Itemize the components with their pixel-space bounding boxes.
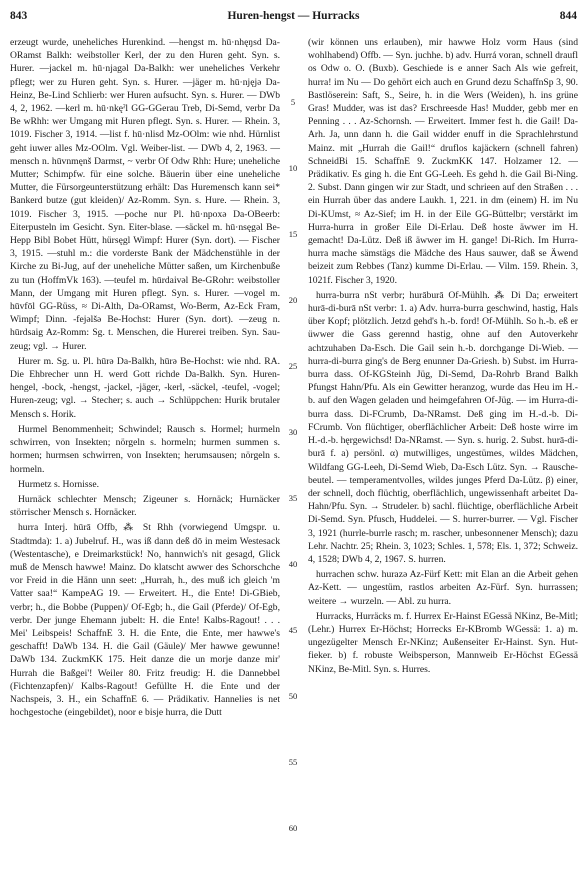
entry-paragraph: hurra Interj. hūrā Offb, ⁂ St Rhh (vorwiegend Umgspr. u. Stadtmda): 1. a) Jubelruf. H., was iß dann deß dō in meim Westesack (Westentasche), e Dreimarkstück! No, hannwich's nit gesagd, Glick muß de Mensch hawwe! Mainz. Do klatscht awwer des Schorschche vor Freid in die Hänn unn seet: „Hurrah, h., des muß ich gleich 'm Vatter saa!“ KampeAG 19. — Erweitert. H., die Ente! Di-GBieb, verbr; h., die Bobbe (Puppen)/ Of-Egb; h., die Gail (Pferde)/ Of-Egb, verbr. Der junge Ehemann jubelt: H. die Ente! Kalbs-Ragout! . . . Mei' Leibspeis! SchaffnE 3. H. die Ente, die Ente, mer hawwe's geschafft! DaWb 134. H. die Gail (Gäule)/ Mer hawwe gewunne! DaWb 134. ZuckmKK 175. Heit danze die un morje danze mir' Hurrah die Baßgei'! Weiler 80. Fritz freudig: H. die Dannebbel (Fichtenzapfen)/ Kalbs-Ragout! Gefüllte H. die Ente und der Nachspeis, 3. H., ein SchaffnE 6. — Prädikativ. Hannelies is net hochgestoche (eingebildet), noor e bisje hurra, die Dutt <box>10 522 280 719</box>
page-number-right: 844 <box>559 10 577 22</box>
line-number: 10 <box>288 163 298 173</box>
entry-paragraph: Hurracks, Hurräcks m. f. Hurrex Er-Hainst EGessä NKinz, Be-Mitl; (Lehr.) Hurrex Er-Höchst; Horrecks Er-KBromb WGessä: 1. a) m. ungezügelter Mensch Er-NKinz; Außenseiter Er-Hainst. Syn. Hut-fieker. b) f. robuste Weibsperson, Mannweib Er-Höchst EGessä NKinz, Be-Mitl. Syn. s. Hurres. <box>308 610 578 675</box>
left-column <box>10 36 280 721</box>
line-number: 20 <box>288 295 298 305</box>
entry-paragraph: hurrachen schw. hurazə Az-Fürf Kett: mit Elan an die Arbeit gehen Az-Kett. — ungestüm, rastlos arbeiten Az-Fürf. Syn. hurrassen; weitere → wurzeln. — Abl. zu hurra. <box>308 569 578 607</box>
line-number: 30 <box>288 427 298 437</box>
entry-paragraph: Hurnäck schlechter Mensch; Zigeuner s. Hornäck; Hurnäcker störrischer Mensch s. Hornäcker. <box>10 493 280 519</box>
entry-paragraph: hurra-burra nSt verbr; hurāburā Of-Mühlh. ⁂ Di Da; erweitert hurā-di-burā nSt verbr: 1. a) Adv. hurra-burra geschwind, hastig, Hals über Kopf; plötzlich. Jetzd gehd's h.-b. ford! Of-Mühlh. So h.-b. eß er üwwer die Gass gerennd hastig, ohne auf den Autoverkehr achtzuhaben Da-Esch. Die Gail sein h.-b. dorchgange Di-Wieb. — hurra-di-burra ging's de Berg enunner Da-Griesh. b) Subst. im Hurra-burra dass. Of-KGSteinh Jüg, Di-Semd, Da-Rohrb Brand Balkh Pfungst Hahn/Pfu. Als ein Gewitter heranzog, wurde das Heu im H.-b. auf den Wagen geladen und heimgefahren Of-Jüg. — im Hurra-di-burra dass. Di-FCrumb, Da-NRamst. Deß ging im H.-d.-b. Di-FCrumb. Von flüchtiger, oberflächlicher Arbeit: Deß hoste wirre im H.-d.-b. hęrgewichsd! Da-NRamst. — Syn. s. hurig. 2. Subst. hurā-di-burā f. a) persönl. α) mutwilliges, ungestümes, wildes Mädchen, Wildfang GG-Leeh, Di-Semd Wieb, Da-Esch Lütz. Syn. → Rausche-beutel. — temperamentvolles, wildes junges Pferd Da-Lütz. β) einer, der schnell, doch flüchtig, oberflächlich, ungewissenhaft arbeitet Da-Hahn/Pfu. Syn. → Strudeler. b) sachl. flüchtige, oberflächliche Arbeit Di-Semd. Syn. Pfusch, Huddelei. — S. hurrer-burrer. — Vgl. Fischer 3, 1921 (hurrle-burrle rasch; m. rascher, unbesonnener Mensch); dazu Lehr. Nachtr. 25; Rhein. 3, 1023; Schles. 1, 578; Els. 1, 372; Schweiz. 4, 1528; DWb 4, 2, 1967. S. hurren. <box>308 289 578 565</box>
line-number: 40 <box>288 559 298 569</box>
line-number: 35 <box>288 493 298 503</box>
entry-paragraph: Hurmel Benommenheit; Schwindel; Rausch s. Hormel; hurmeln schwirren, von Insekten; nörgeln s. hormeln; hurmen summen s. hormen; hurmsen schwirren, von Insekten; herumsausen; nörgeln s. hormeln. <box>10 423 280 475</box>
line-number: 60 <box>288 823 298 833</box>
page-number-left: 843 <box>10 10 28 22</box>
line-number: 55 <box>288 757 298 767</box>
line-number: 45 <box>288 625 298 635</box>
entry-paragraph: Hurmetz s. Hornisse. <box>18 478 99 490</box>
line-number: 25 <box>288 361 298 371</box>
line-number: 15 <box>288 229 298 239</box>
right-column <box>308 36 578 678</box>
entry-paragraph: erzeugt wurde, uneheliches Hurenkind. —hengst m. hū·nhęŋsd Da-ORamst Balkh: weibstoller Kerl, der zu den Huren geht. Syn. s. Hurer. —jackel m. hū·njagəl Da-Balkh: wer uneheliches Verkehr pflegt; wer zu Huren geht. Syn. s. Hurer. —jäger m. hū·njęjə Da-Heinz, Be-Lind Schlierb: wer Huren aufsucht. Syn. s. Hurer. — DWb 4, 2, 1962. —kerl m. hū·nkęˀl GG-GGerau Treb, Di-Semd, verbr Da Be wRhh: wer Umgang mit Huren pflegt. Syn. s. Hurer. — Rhein. 3, 1019. Fischer 3, 1914. —list f. hū·nlisd Mz-OOlm: wie nhd. Hürnlist geht iuwer alles Mz-OOlm. Vgl. Weiber-list. — DWb 4, 2, 1963. —mensch n. hūvnmęnš Darmst, ~ verbr Of Odw Rhh: Hure; uneheliche Mutter; Schimpfw. für eine solche. Bäuerin über eine uneheliche Mutter, die Fürsorgeunterstützung erhält: Das Huremensch kann sei* Bankerd butze (gut kleiden)/ Az-Romm. Syn. s. Hure. — Rhein. 3, 1019. Fischer 3, 1915. —poche nur Pl. hū·nрoxə Da-OBeerb: Eiterpusteln im Gesicht. Syn. Eiter-blase. —säckel m. hū·nsęgəl Be-Hepp Bibl Bobet Hütt, hürsęgl Wimpf: Hurer (Syn. dort). — Fischer 3, 1915. —stuhl m.: die vorderste Bank der Mädchenstühle in der Kirche zu Bi-Jug, auf der uneheliche Mütter saßen, um Kirchenbuße zu tun (HoffmVk 163). —teufel m. hūrdaivəl Be-GRohr: weibstoller Mann, der Umgang mit Huren pflegt. Syn. s. Hurer. —vogel m. hūvfōl GG-Rüss, ≈ Di-Alth, Da-ORamst, Wo-Berm, Az-Eck Fram, Wimpf; Dinn. -fejəlšə Be-Hochst: Hurer (Syn. dort). —zeug n. hūrdsaig Az-Romm: Sg. t. Menschen, die Hurerei treiben. Syn. Sau-zeug; vgl. → Hurer. <box>10 37 280 352</box>
running-header <box>10 10 577 26</box>
line-number: 50 <box>288 691 298 701</box>
line-number: 5 <box>290 97 296 107</box>
entry-paragraph: (wir können uns erlauben), mir hawwe Holz vorm Haus (sind wohlhabend) Offb. — Syn. juchhe. b) adv. Hurrá voran, schnell draufl os Odw o. O. (Buxb). Geschiede is e anner Sach Als wie gefreit, hurra! im Nu — Do gehört eich auch en Grund dezu SchaffnSp 3, 90. Bastlöserein: Saft, S., Seire, h. in die Wers (Weiden), h. ins grüne Gras! Mudder, was ist das? Erschreesde Has! Mudder, gebb mer en Penning . . . Az-Schornsh. — Erweitert. Immer fest h. die Gail! Da-Arh. Ja, unn dann h. die Gail widder enuff in die Sprachlehrstund Mainz. mit „Hurrah die Gail!“ druflos kajäckern (schnell fahren) SchneidBi 15. SchaffnE 9. ZuckmKK 147. Holzamer 12. — Prädikativ. Es ging h. die Ent GG-Leeh. Es gehd h. die Gail Bi-Ning. 2. Subst. Dann gingen wir zur Stadt, und schrieen auf den Straßen . . . ein Hurrah über das andere Laukh. 1, 221. in dm (einem) H. im Nu Di-KUmst, ≈ Az-Sief; im H. in der Eile GG-Büttelbr; verstärkt im Hurra-hurra in großer Eile Di-Erlau. Deß hoste äwwer im H. gemacht! Da-Lütz. Deß iß äwwer im H. gange! Di-Rich. Im Hurra-hurra mache sämstägs die Mädche des Haus sauwer, daß se Äwend beizeit zum Rebbes (Tanz) kumme Di-Erlau. — Vilm. 159. Rhein. 3, 1021f. Fischer 3, 1920. <box>308 37 578 286</box>
entry-paragraph: Hurer m. Sg. u. Pl. hūrə Da-Balkh, hūrə Be-Hochst: wie nhd. RA. Die Ehbrecher unn H. werd Gott richde Da-Balkh. Syn. Huren-hengel, -bock, -hengst, -jackel, -jäger, -kerl, -säckel, -teufel, -vogel; Huren-zeug; vgl. → Stecher; s. auch → Schlüppchen: Hurik brutaler Mensch s. Horik. <box>10 355 280 420</box>
running-title: Huren-hengst — Hurracks <box>227 10 360 22</box>
